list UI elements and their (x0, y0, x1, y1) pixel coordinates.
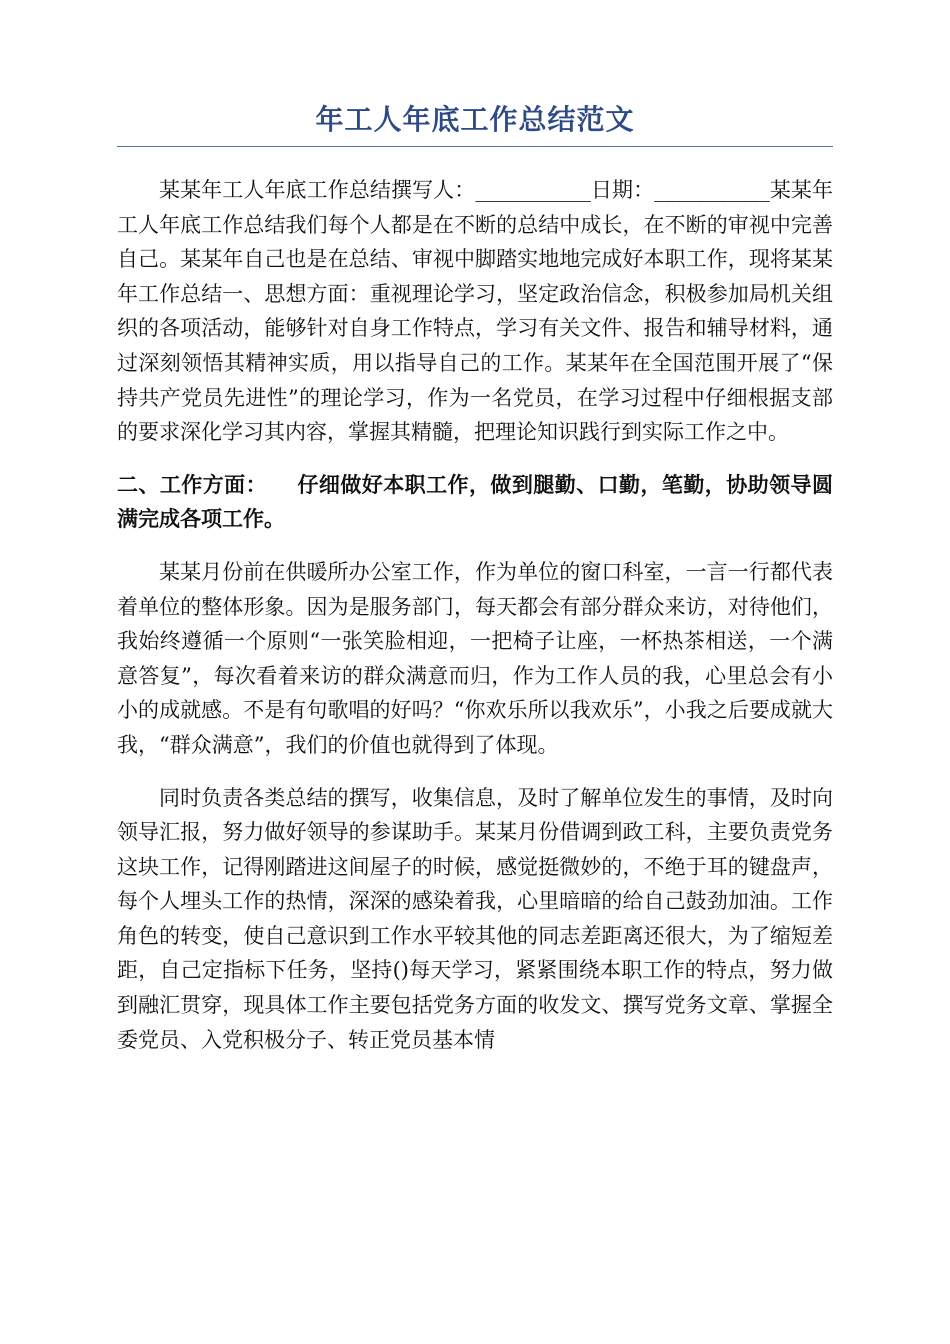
paragraph-3: 同时负责各类总结的撰写，收集信息，及时了解单位发生的事情，及时向领导汇报，努力做好领导的参谋助手。某某月份借调到政工科，主要负责党务这块工作，记得刚踏进这间屋子的时候，感觉挺微妙的，不绝于耳的键盘声，每个人埋头工作的热情，深深的感染着我，心里暗暗的给自己鼓劲加油。工作角色的转变，使自己意识到工作水平较其他的同志差距离还很大，为了缩短差距，自己定指标下任务，坚持()每天学习，紧紧围绕本职工作的特点，努力做到融汇贯穿，现具体工作主要包括党务方面的收发文、撰写党务文章、掌握全委党员、入党积极分子、转正党员基本情 (117, 785, 833, 1052)
intro-paragraph: 某某年工人年底工作总结撰写人：___________日期：___________某某年工人年底工作总结我们每个人都是在不断的总结中成长，在不断的审视中完善自己。某某年自己也是在总结、审视中脚踏实地地完成好本职工作，现将某某年工作总结一、思想方面：重视理论学习，坚定政治信念，积极参加局机关组织的各项活动，能够针对自身工作特点，学习有关文件、报告和辅导材料，通过深刻领悟其精神实质，用以指导自己的工作。某某年在全国范围开展了“保持共产党员先进性”的理论学习，作为一名党员，在学习过程中仔细根据支部的要求深化学习其内容，掌握其精髓，把理论知识践行到实际工作之中。 (117, 178, 833, 445)
section-2-heading (117, 468, 833, 537)
paragraph-2: 某某月份前在供暖所办公室工作，作为单位的窗口科室，一言一行都代表着单位的整体形象。因为是服务部门，每天都会有部分群众来访，对待他们，我始终遵循一个原则“一张笑脸相迎，一把椅子让座，一杯热茶相送，一个满意答复”，每次看着来访的群众满意而归，作为工作人员的我，心里总会有小小的成就感。不是有句歌唱的好吗？“你欢乐所以我欢乐”，小我之后要成就大我，“群众满意”，我们的价值也就得到了体现。 (117, 559, 833, 757)
document-title: 年工人年底工作总结范文 (117, 100, 833, 147)
section-2-text: 仔细做好本职工作，做到腿勤、口勤，笔勤，协助领导圆满完成各项工作。 (117, 471, 833, 532)
document-page (117, 100, 833, 1057)
section-2-label: 二、工作方面： (117, 471, 268, 497)
